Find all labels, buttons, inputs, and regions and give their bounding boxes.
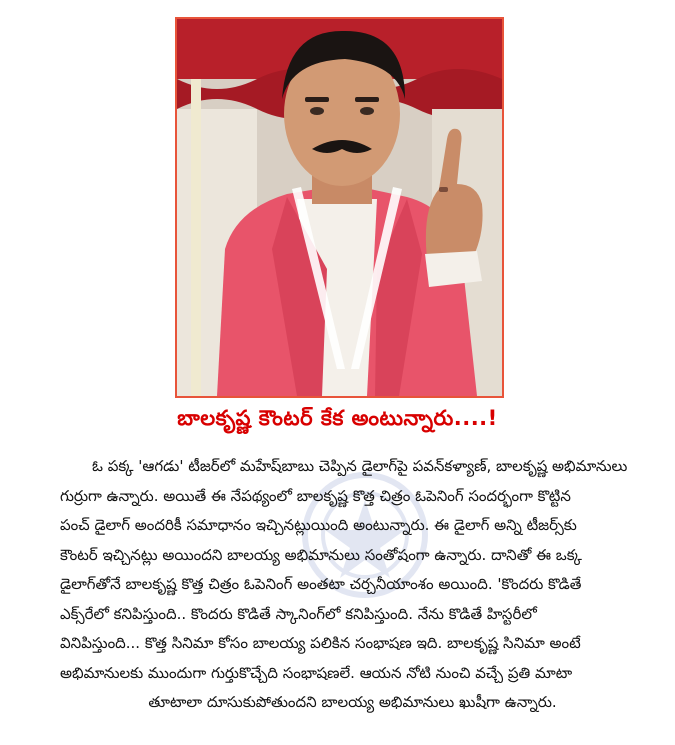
article-headline: బాలకృష్ణ కౌంటర్ కేక అంటున్నారు....! (177, 406, 498, 430)
article-line: ఓ పక్క 'ఆగడు' టీజర్‌లో మహేష్‌బాబు చెప్పిన డైలాగ్‌పై పవన్‌కళ్యాణ్, బాలకృష్ణ అభిమానులు (92, 457, 628, 475)
article-line: పంచ్ డైలాగ్ అందరికీ సమాధానం ఇచ్చినట్లుయింది అంటున్నారు. ఈ డైలాగ్ అన్ని టీజర్స్‌కు (60, 516, 577, 534)
article-body (60, 452, 645, 718)
article-line: అభిమానులకు ముందుగా గుర్తుకొచ్చేది సంభాషణలే. ఆయన నోటి నుంచి వచ్చే ప్రతి మాటా (60, 663, 573, 682)
article-line: తూటాలా దూసుకుపోతుందని బాలయ్య అభిమానులు ఖుషీగా ఉన్నారు. (148, 693, 557, 711)
man-in-pink-jacket-illustration (177, 19, 502, 396)
article-line: వినిపిస్తుంది... కొత్త సినిమా కోసం బాలయ్య పలికిన సంభాషణ ఇది. బాలకృష్ణ సినిమా అంటే (60, 634, 581, 652)
article-line: గుర్రుగా ఉన్నారు. అయితే ఈ నేపథ్యంలో బాలకృష్ణ కొత్త చిత్రం ఓపెనింగ్ సందర్భంగా కొట్టిన (60, 486, 571, 505)
article-line: కౌంటర్ ఇచ్చినట్లు అయిందని బాలయ్య అభిమానులు సంతోషంగా ఉన్నారు. దానితో ఈ ఒక్క (60, 545, 582, 564)
article-photo (175, 17, 504, 398)
article-line: ఎక్స్‌రేలో కనిపిస్తుంది.. కొందరు కొడితే స్కానింగ్‌లో కనిపిస్తుంది. నేను కొడితే హిస్టరీలో (60, 604, 537, 623)
article-line: డైలాగ్‌తోనే బాలకృష్ణ కొత్త చిత్రం ఓపెనింగ్ అంతటా చర్చనీయాంశం అయింది. 'కొందరు కొడితే (60, 575, 582, 593)
